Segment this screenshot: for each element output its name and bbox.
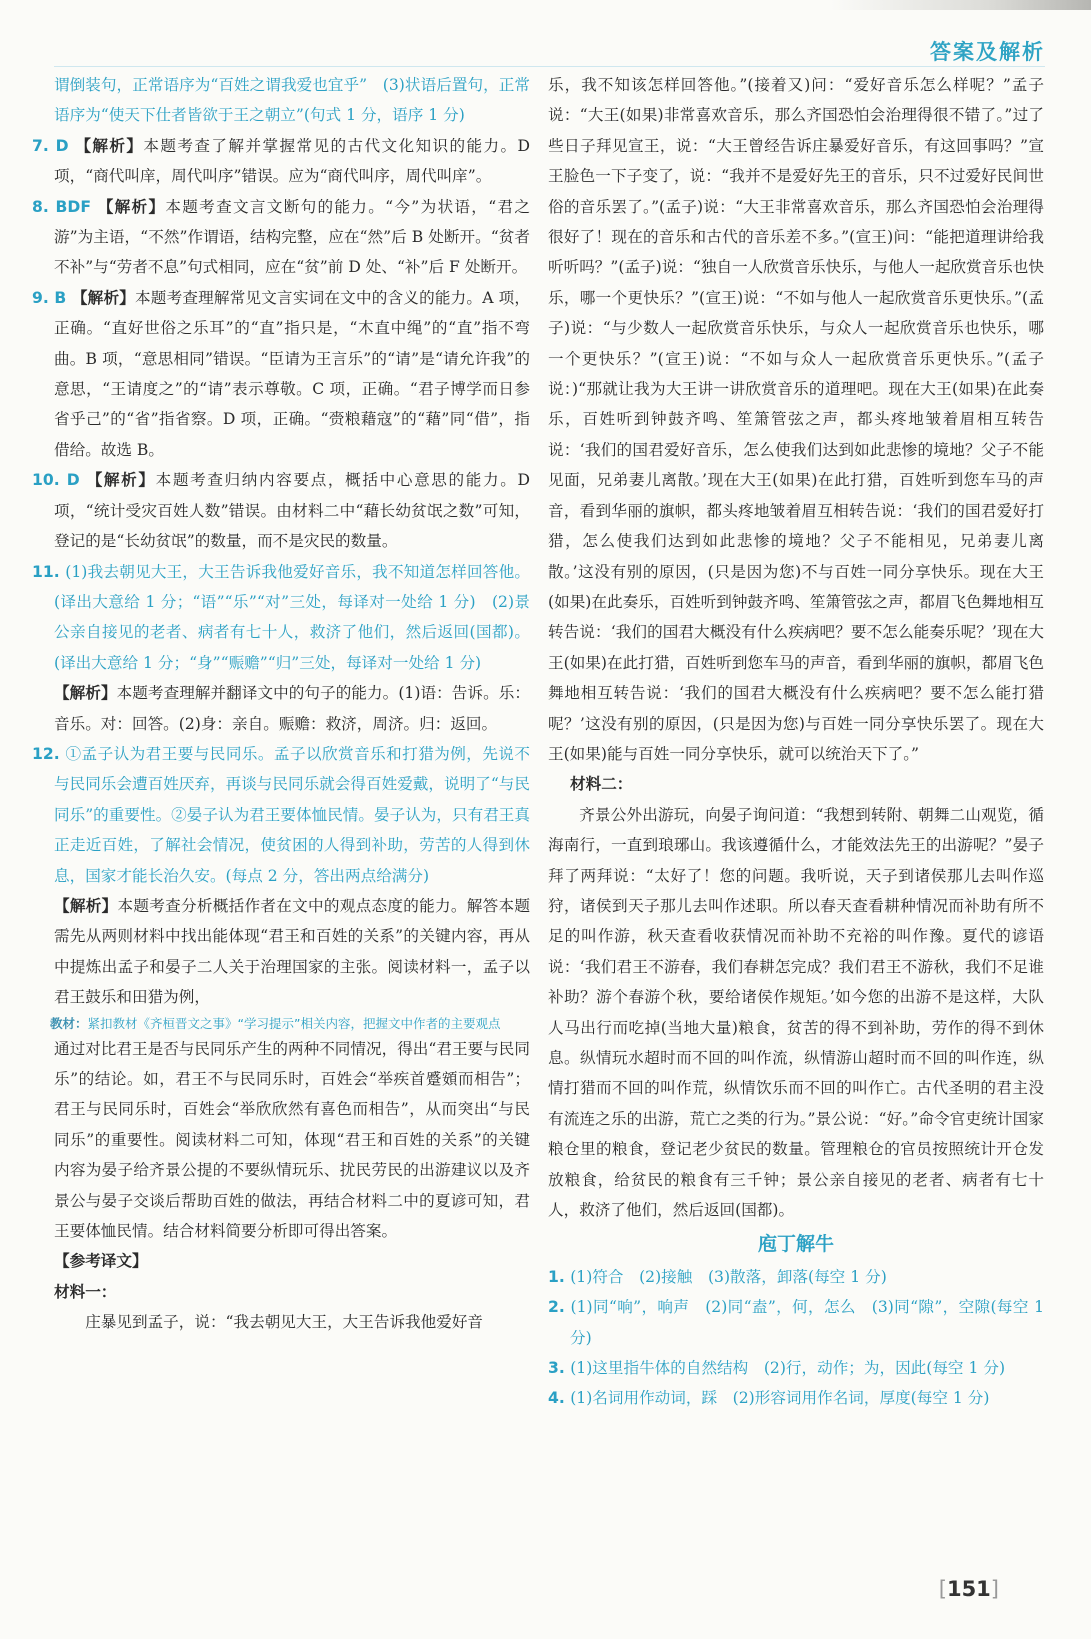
answer-item: [32, 283, 530, 465]
answer-number: 7. D: [32, 136, 76, 155]
answer-text: (1)名词用作动词，踩 (2)形容词用作名词，厚度(每空 1 分): [570, 1389, 990, 1408]
translation-paragraph: 庄暴见到孟子，说：“我去朝见大王，大王告诉我他爱好音: [85, 1313, 484, 1332]
section-heading: 【参考译文】: [54, 1251, 148, 1271]
answer-number: 12.: [32, 744, 66, 763]
analysis-tag: 【解析】: [54, 895, 118, 915]
analysis-tag: 【解析】: [54, 683, 117, 703]
answer-text: (1)同“响”，响声 (2)同“盍”，何，怎么 (3)同“隙”，空隙(每空 1 分): [570, 1298, 1044, 1347]
answer-continuation: [32, 70, 530, 131]
section-title: 庖丁解牛: [757, 1233, 834, 1256]
answer-item: [32, 131, 530, 192]
material-heading: 材料一：: [54, 1281, 117, 1301]
answer-item: [548, 1262, 1044, 1292]
page-number: [151]: [938, 1577, 999, 1601]
answer-item: [548, 1383, 1044, 1413]
analysis-text: 乐，我不知该怎样回答他。”(接着又)问：“爱好音乐怎么样呢？”孟子说：“大王(如果)非常喜欢音乐，那么齐国恐怕会治理得很不错了。”过了些日子拜见宣王，说：“大王曾经告诉庄暴爱好音乐，有这回事吗？”宣王脸色一下子变了，说：“我并不是爱好先王的音乐，只不过爱好民间世俗的音乐罢了。”(孟子)说：“大王非常喜欢音乐，那么齐国恐怕会治理得很好了！现在的音乐和古代的音乐差不多。”(宣王)问：“能把道理讲给我听听吗？”(孟子)说：“独自一人欣赏音乐快乐，与他人一起欣赏音乐也快乐，哪一个更快乐？”(宣王)说：“不如与他人一起欣赏音乐更快乐。”(孟子)说：“与少数人一起欣赏音乐快乐，与众人一起欣赏音乐也快乐，哪一个更快乐？”(宣王)说：“不如与众人一起欣赏音乐更快乐。”(孟子说：)“那就让我为大王讲一讲欣赏音乐的道理吧。现在大王(如果)在此奏乐，百姓听到钟鼓齐鸣、笙箫管弦之声，都头疼地皱着眉相互转告说：‘我们的国君爱好音乐，怎么使我们达到如此悲惨的境地？父子不能见面，兄弟妻儿离散。’现在大王(如果)在此打猎，百姓听到您车马的声音，看到华丽的旗帜，都头疼地皱着眉互相转告说：‘我们的国君爱好打猎，怎么使我们达到如此悲惨的境地？父子不能相见，兄弟妻儿离散。’这没有别的原因，(只是因为您)不与百姓一同分享快乐。现在大王(如果)在此奏乐，百姓听到钟鼓齐鸣、笙箫管弦之声，都眉飞色舞地相互转告说：‘我们的国君大概没有什么疾病吧？要不怎么能奏乐呢？’现在大王(如果)在此打猎，百姓听到您车马的声音，看到华丽的旗帜，都眉飞色舞地相互转告说：‘我们的国君大概没有什么疾病吧？要不怎么能打猎呢？’这没有别的原因，(只是因为您)与百姓一同分享快乐罢了。现在大王(如果)能与百姓一同分享快乐，就可以统治天下了。”: [548, 76, 1044, 763]
answer-text: 本题考查理解并翻译文中的句子的能力。(1)语：告诉。乐：音乐。对：回答。(2)身：亲自。赈赡：救济，周济。归：返回。: [54, 684, 530, 733]
header-title: 答案及解析: [930, 40, 1045, 64]
analysis-tag: 【解析】: [75, 135, 144, 155]
answer-text: 本题考查了解并掌握常见的古代文化知识的能力。D项，“商代叫庠，周代叫序”错误。应为“商代叫序，周代叫庠”。: [54, 136, 530, 186]
analysis-tag: 【解析】: [86, 470, 156, 490]
answer-text: 本题考查文言文断句的能力。“今”为状语，“君之游”为主语，“不然”作谓语，结构完整，应在“然”后 B 处断开。“贫者不补”与“劳者不息”句式相同，应在“贫”前 D 处、“补”后 F 处断开。: [54, 197, 530, 277]
textbook-note: [50, 1015, 530, 1032]
answer-item: [32, 557, 530, 679]
material-heading: 材料二：: [570, 774, 633, 794]
translation-paragraph: 齐景公外出游玩，向晏子询问道：“我想到转附、朝舞二山观览，循海南行，一直到琅琊山。我该遵循什么，才能效法先王的出游呢？”晏子拜了两拜说：“太好了！您的问题。我听说，天子到诸侯那儿去叫作巡狩，诸侯到天子那儿去叫作述职。所以春天查看耕种情况而补助有所不足的叫作游，秋天查看收获情况而补助不充裕的叫作豫。夏代的谚语说：‘我们君王不游春，我们春耕怎完成？我们君王不游秋，我们不足谁补助？游个春游个秋，要给诸侯作规矩。’如今您的出游不是这样，大队人马出行而吃掉(当地大量)粮食，贫苦的得不到补助，劳作的得不到休息。纵情玩水超时而不回的叫作流，纵情游山超时而不回的叫作连，纵情打猎而不回的叫作荒，纵情饮乐而不回的叫作亡。古代圣明的君主没有流连之乐的出游，荒亡之类的行为。”景公说：“好。”命令官吏统计国家粮仓里的粮食，登记老少贫民的数量。管理粮仓的官员按照统计开仓发放粮食，给贫民的粮食有三千钟；景公亲自接见的老者、病者有七十人，救济了他们，然后返回(国都)。: [548, 805, 1044, 1220]
header-rule: [54, 66, 1045, 67]
answer-text: (1)这里指牛体的自然结构 (2)行，动作；为，因此(每空 1 分): [570, 1359, 1006, 1378]
answer-text: 本题考查归纳内容要点，概括中心意思的能力。D 项，“统计受灾百姓人数”错误。由材料二中“藉长幼贫氓之数”可知，登记的是“长幼贫氓”的数量，而不是灾民的数量。: [54, 471, 530, 551]
answer-number: 1.: [548, 1267, 571, 1286]
answer-item: [32, 192, 530, 283]
answer-number: 10. D: [32, 471, 87, 490]
answer-item: [32, 739, 530, 891]
answer-number: 11.: [32, 562, 66, 581]
note-label: 教材：: [50, 1015, 88, 1031]
answer-text: 本题考查理解常见文言实词在文中的含义的能力。A 项，正确。“直好世俗之乐耳”的“直”指只是，“木直中绳”的“直”指不弯曲。B 项，“意思相同”错误。“臣请为王言乐”的“请”是“请允许我”的意思，“王请度之”的“请”表示尊敬。C 项，正确。“君子博学而日参省乎己”的“省”指省察。D 项，正确。“赍粮藉寇”的“藉”同“借”，指借给。故选 B。: [54, 288, 530, 459]
answer-number: 9. B: [32, 288, 72, 307]
answer-number: 4.: [548, 1389, 571, 1408]
answer-item: [548, 1292, 1044, 1353]
analysis-tag: 【解析】: [97, 196, 166, 216]
answer-number: 8. BDF: [32, 197, 98, 216]
answer-text: 本题考查分析概括作者在文中的观点态度的能力。解答本题需先从两则材料中找出能体现“君王和百姓的关系”的关键内容，再从中提炼出孟子和晏子二人关于治理国家的主张。阅读材料一，孟子以君王鼓乐和田猎为例，: [54, 896, 530, 1007]
answer-text: 谓倒装句，正常语序为“百姓之谓我爱也宜乎” (3)状语后置句，正常语序为“使天下仕者皆欲于王之朝立”(句式 1 分，语序 1 分): [54, 76, 530, 125]
left-column: [32, 70, 530, 1338]
right-column: [548, 70, 1044, 1414]
answer-text: ①孟子认为君王要与民同乐。孟子以欣赏音乐和打猎为例，先说不与民同乐会遭百姓厌弃，再谈与民同乐就会得百姓爱戴，说明了“与民同乐”的重要性。②晏子认为君王要体恤民情。晏子认为，只有君王真正走近百姓，了解社会情况，使贫困的人得到补助，劳苦的人得到休息，国家才能长治久安。(每点 2 分，答出两点给满分): [54, 744, 530, 885]
answer-continuation: [32, 678, 530, 739]
answer-item: [548, 1353, 1044, 1383]
analysis-text: 通过对比君王是否与民同乐产生的两种不同情况，得出“君王要与民同乐”的结论。如，君王不与民同乐时，百姓会“举疾首蹙頞而相告”；君王与民同乐时，百姓会“举欣欣然有喜色而相告”，从而突出“与民同乐”的重要性。阅读材料二可知，体现“君王和百姓的关系”的关键内容为晏子给齐景公提的不要纵情玩乐、扰民劳民的出游建议以及齐景公与晏子交谈后帮助百姓的做法，再结合材料二中的夏谚可知，君王要体恤民情。结合材料简要分析即可得出答案。: [54, 1039, 530, 1241]
answer-continuation: [32, 891, 530, 1013]
analysis-tag: 【解析】: [71, 287, 136, 307]
answer-number: 3.: [548, 1359, 571, 1378]
note-text: 紧扣教材《齐桓晋文之事》“学习提示”相关内容，把握文中作者的主要观点: [87, 1015, 501, 1031]
page-number-value: 151: [946, 1577, 991, 1601]
page-edge-shadow: [831, 0, 1091, 10]
answer-item: [32, 465, 530, 556]
answer-text: (1)我去朝见大王，大王告诉我他爱好音乐，我不知道怎样回答他。(译出大意给 1 分；“语”“乐”“对”三处，每译对一处给 1 分) (2)景公亲自接见的老者、病者有七十人，救济了他们，然后返回(国都)。(译出大意给 1 分；“身”“赈赡”“归”三处，每译对一处给 1 分): [54, 562, 530, 672]
answer-text: (1)符合 (2)接触 (3)散落，卸落(每空 1 分): [570, 1267, 887, 1286]
answer-number: 2.: [548, 1298, 571, 1317]
